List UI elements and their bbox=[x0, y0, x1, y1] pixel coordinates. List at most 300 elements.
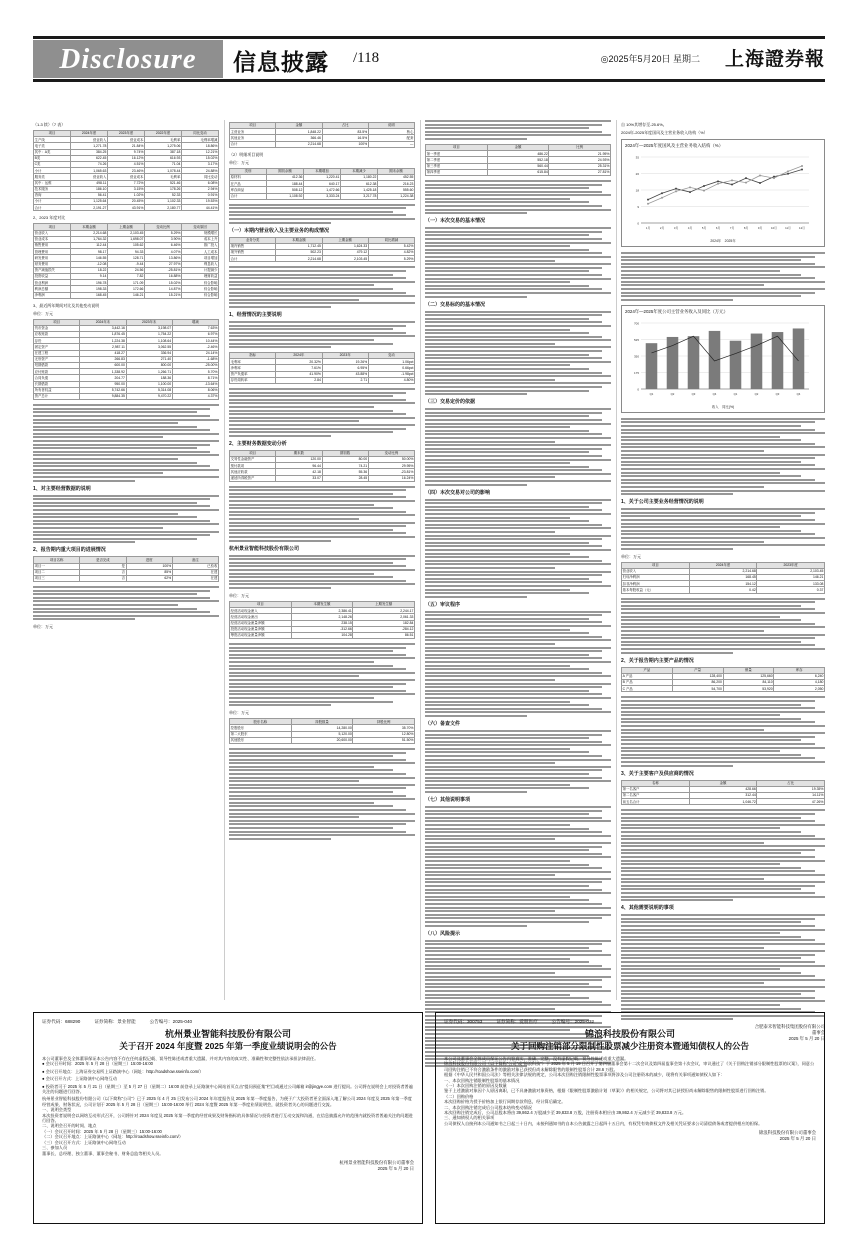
text-line bbox=[425, 592, 589, 594]
table-caption: 2024年-2025年度国风及主营业务收入结构（%） bbox=[621, 130, 708, 135]
text-line bbox=[621, 270, 780, 272]
data-table bbox=[621, 780, 825, 806]
text-line bbox=[621, 842, 764, 844]
table-cell: 100% bbox=[126, 563, 172, 569]
text-line bbox=[425, 777, 602, 779]
text-line bbox=[425, 917, 602, 919]
table-header-cell: 期初余额 bbox=[267, 168, 304, 174]
table-row bbox=[230, 377, 415, 383]
text-line bbox=[425, 907, 611, 909]
table-cell: 125,660 bbox=[723, 673, 774, 679]
text-line bbox=[621, 939, 815, 941]
text-line bbox=[621, 259, 801, 261]
text-line bbox=[425, 976, 611, 978]
table-cell: 186.10 bbox=[71, 186, 108, 192]
table-cell: 71.04 bbox=[145, 161, 182, 167]
text-line bbox=[229, 277, 406, 279]
text-line bbox=[621, 512, 815, 514]
masthead-paper-name: 上海證券報 bbox=[724, 48, 825, 70]
text-line bbox=[425, 639, 611, 641]
table-cell: B 产品 bbox=[622, 679, 673, 685]
svg-text:7月: 7月 bbox=[729, 226, 735, 230]
table-cell: 55.36 bbox=[322, 469, 368, 475]
text-line bbox=[229, 798, 415, 800]
table-cell: 毛利率 bbox=[145, 137, 182, 143]
text-line bbox=[621, 852, 801, 854]
table-cell: 384.25 bbox=[71, 149, 108, 155]
text-line bbox=[229, 555, 415, 557]
text-line bbox=[621, 616, 780, 618]
text-line bbox=[621, 256, 815, 258]
table-cell: 128.71 bbox=[108, 255, 145, 261]
text-line bbox=[425, 249, 589, 251]
table-cell: 12.80% bbox=[353, 731, 415, 737]
table-cell: 428.66 bbox=[689, 786, 757, 792]
text-line bbox=[621, 957, 801, 959]
text-line bbox=[425, 545, 602, 547]
table-header-cell: 是否完成 bbox=[80, 557, 126, 563]
table-cell: 560.44 bbox=[487, 163, 549, 169]
text-line bbox=[425, 553, 570, 555]
table-header-cell: 期末数 bbox=[276, 450, 322, 456]
svg-text:10月: 10月 bbox=[771, 226, 777, 230]
table-caption: （2）明细项目说明 bbox=[229, 151, 264, 157]
table-row bbox=[230, 256, 415, 262]
table-header-cell: 本期金额 bbox=[71, 224, 108, 230]
text-line bbox=[425, 675, 611, 677]
table-header-cell: 备注 bbox=[172, 557, 218, 563]
table-cell: 1,078.44 bbox=[145, 168, 182, 174]
table-cell: 8.06% bbox=[172, 387, 218, 393]
body-paragraph bbox=[425, 730, 611, 793]
text-line bbox=[621, 845, 825, 847]
text-line bbox=[425, 336, 602, 338]
table-cell: 508.12 bbox=[267, 187, 304, 193]
text-line bbox=[425, 321, 602, 323]
table-cell: 96.44 bbox=[276, 463, 322, 469]
text-line bbox=[621, 918, 815, 920]
table-cell: 6.95% bbox=[322, 365, 368, 371]
table-cell: 198.33 bbox=[71, 286, 108, 292]
text-line bbox=[425, 892, 611, 894]
table-cell: 0.66pct bbox=[368, 365, 414, 371]
table-cell: 营业收入 bbox=[71, 174, 108, 180]
text-line bbox=[229, 493, 393, 495]
text-line bbox=[621, 284, 764, 286]
text-line bbox=[229, 650, 393, 652]
table-cell: 16.24% bbox=[368, 475, 414, 481]
text-line bbox=[425, 459, 611, 461]
column-divider-2 bbox=[420, 120, 421, 1000]
svg-text:Q1: Q1 bbox=[733, 391, 738, 396]
text-line bbox=[425, 311, 611, 313]
text-line bbox=[229, 211, 393, 213]
table-cell: -284.12 bbox=[353, 626, 415, 632]
security-code: 公告编号：2025-032 bbox=[551, 1019, 595, 1024]
data-table bbox=[33, 130, 219, 211]
text-line bbox=[425, 672, 602, 674]
body-paragraph bbox=[621, 914, 825, 1020]
table-cell: 168.45 bbox=[689, 575, 757, 581]
text-line bbox=[425, 625, 611, 627]
text-line bbox=[425, 766, 611, 768]
text-line bbox=[425, 885, 589, 887]
text-line bbox=[621, 263, 815, 265]
table-cell: 56.41 bbox=[71, 192, 108, 198]
text-line bbox=[425, 856, 611, 858]
text-line bbox=[229, 805, 393, 807]
text-line bbox=[621, 277, 815, 279]
text-line bbox=[425, 484, 527, 486]
table-header-cell: 期初数 bbox=[322, 450, 368, 456]
text-line bbox=[425, 965, 602, 967]
security-code: 证券代码：688290 bbox=[42, 1019, 81, 1024]
text-line bbox=[229, 518, 359, 520]
table-header-cell: 2024年 bbox=[276, 353, 322, 359]
text-line bbox=[621, 523, 825, 525]
table-cell: 128,400 bbox=[672, 673, 723, 679]
table-cell: 28.45 bbox=[322, 475, 368, 481]
text-line bbox=[425, 954, 611, 956]
body-paragraph bbox=[229, 388, 415, 437]
table-header-cell: 库存 bbox=[774, 667, 825, 673]
table-header-cell: 增减 bbox=[172, 319, 218, 325]
table-cell: 货币资金 bbox=[34, 325, 80, 331]
table-cell: 15.02% bbox=[145, 280, 182, 286]
signature-line: 2025 年 5 月 20 日 bbox=[788, 1036, 825, 1042]
text-line bbox=[621, 892, 815, 894]
table-cell: 105.62 bbox=[108, 243, 145, 249]
announcement-bullet: ● 会议召开地点：上海证券交易所上证路演中心（网址：http://roadshow.sseinfo.com/） bbox=[42, 1068, 204, 1074]
text-line bbox=[229, 704, 331, 706]
text-line bbox=[425, 198, 570, 200]
table-cell: 短期借款 bbox=[34, 363, 80, 369]
text-line bbox=[621, 605, 801, 607]
text-line bbox=[425, 697, 611, 699]
text-line bbox=[425, 871, 611, 873]
text-line bbox=[425, 679, 555, 681]
table-cell: 15.21% bbox=[145, 292, 182, 298]
table-cell: 43.91% bbox=[108, 205, 145, 211]
table-cell: 171.09 bbox=[108, 280, 145, 286]
body-paragraph bbox=[425, 806, 611, 927]
text-line bbox=[229, 657, 415, 659]
text-line bbox=[425, 288, 602, 290]
table-cell: 2,214.68 bbox=[71, 230, 108, 236]
table-cell: 研发费用 bbox=[34, 255, 71, 261]
table-cell: 在产品 bbox=[230, 181, 267, 187]
announcement-signature bbox=[42, 1160, 414, 1172]
text-line bbox=[621, 711, 825, 713]
data-table bbox=[229, 352, 415, 384]
table-caption: 单位：万元 bbox=[33, 624, 53, 630]
table-cell: 27.81% bbox=[549, 169, 611, 175]
table-cell: 4.80% bbox=[368, 377, 414, 383]
text-line bbox=[425, 734, 602, 736]
text-line bbox=[425, 184, 602, 186]
table-cell: 29.95% bbox=[368, 463, 414, 469]
table-row bbox=[230, 632, 415, 638]
signature-line: 锦浪科技股份有限公司董事会 bbox=[758, 1130, 816, 1136]
text-line bbox=[425, 426, 570, 428]
section-heading: 1、对主要经营数据的说明 bbox=[33, 485, 91, 492]
table-cell: 16.12% bbox=[108, 155, 145, 161]
table-header-cell: 2023年末 bbox=[126, 319, 172, 325]
table-cell: 4.07% bbox=[145, 249, 182, 255]
table-row bbox=[622, 587, 825, 593]
text-line bbox=[425, 462, 570, 464]
text-line bbox=[621, 718, 801, 720]
table-cell: 418.27 bbox=[80, 350, 126, 356]
table-caption: 2、2023 年度对比 bbox=[33, 215, 66, 221]
table-cell: 1,876.45 bbox=[80, 332, 126, 338]
table-cell: -25.00% bbox=[172, 363, 218, 369]
body-paragraph bbox=[33, 495, 219, 544]
table-cell: 核心 bbox=[368, 129, 414, 135]
text-line bbox=[229, 292, 406, 294]
text-line bbox=[621, 486, 764, 488]
text-line bbox=[229, 580, 406, 582]
text-line bbox=[621, 457, 815, 459]
body-paragraph bbox=[229, 555, 415, 589]
text-line bbox=[425, 657, 602, 659]
text-line bbox=[621, 252, 825, 254]
table-cell: 552.18 bbox=[487, 157, 549, 163]
table-cell: 94.33 bbox=[108, 249, 145, 255]
text-line bbox=[425, 773, 589, 775]
text-line bbox=[425, 205, 602, 207]
text-line bbox=[621, 750, 780, 752]
text-line bbox=[229, 661, 374, 663]
text-line bbox=[425, 469, 602, 471]
text-line bbox=[425, 473, 611, 475]
data-table bbox=[229, 718, 415, 744]
text-line bbox=[425, 835, 611, 837]
text-line bbox=[425, 455, 602, 457]
text-line bbox=[425, 260, 555, 262]
table-cell: 递延所得税资产 bbox=[230, 475, 276, 481]
table-cell: 已验收 bbox=[172, 563, 218, 569]
table-cell: 266.83 bbox=[80, 356, 126, 362]
table-cell: 42.18 bbox=[276, 469, 322, 475]
table-cell: 否 bbox=[80, 575, 126, 581]
svg-text:3月: 3月 bbox=[673, 226, 679, 230]
table-cell: 1,472.66 bbox=[304, 187, 341, 193]
text-line bbox=[425, 332, 589, 334]
text-line bbox=[425, 131, 602, 133]
text-line bbox=[425, 820, 611, 822]
security-code: 公告编号：2025-040 bbox=[149, 1019, 193, 1024]
section-heading: （二）交易标的的基本情况 bbox=[425, 301, 486, 308]
text-line bbox=[33, 538, 197, 540]
text-line bbox=[425, 737, 589, 739]
text-line bbox=[425, 925, 527, 927]
text-line bbox=[229, 420, 359, 422]
table-cell: 112.44 bbox=[71, 243, 108, 249]
text-line bbox=[425, 346, 611, 348]
text-line bbox=[621, 436, 780, 438]
text-line bbox=[229, 424, 415, 426]
security-code-row bbox=[444, 1019, 816, 1025]
text-line bbox=[621, 475, 801, 477]
table-cell: 12.21% bbox=[182, 149, 219, 155]
table-cell: 44.41% bbox=[182, 205, 219, 211]
text-line bbox=[621, 975, 815, 977]
table-cell: 长期借款 bbox=[34, 381, 80, 387]
table-cell: 216.23 bbox=[378, 181, 415, 187]
text-line bbox=[621, 954, 815, 956]
text-line bbox=[621, 824, 825, 826]
text-line bbox=[229, 576, 393, 578]
announcement-paragraph: 本次回购价格为授予价格加上银行同期存款利息，经计算后确定。 bbox=[444, 1099, 566, 1105]
text-line bbox=[425, 350, 602, 352]
text-line bbox=[425, 986, 602, 988]
table-cell: 366.46 bbox=[276, 135, 322, 141]
table-header-cell: 本期发生额 bbox=[291, 601, 353, 607]
table-cell: 4.37% bbox=[172, 393, 218, 399]
announcement-paragraph: 二、说明会召开的时间、地点 bbox=[42, 1123, 97, 1129]
svg-text:Q2: Q2 bbox=[754, 391, 759, 396]
table-cell: 综合影响 bbox=[182, 292, 219, 298]
table-cell: 3.90% bbox=[145, 236, 182, 242]
table-cell: 2.71 bbox=[322, 377, 368, 383]
table-cell: 146.21 bbox=[757, 575, 825, 581]
table-cell: 项目三 bbox=[34, 575, 80, 581]
text-line bbox=[229, 565, 406, 567]
text-line bbox=[33, 422, 178, 424]
body-paragraph bbox=[621, 809, 825, 901]
table-header-cell: 2024年度 bbox=[71, 131, 108, 137]
text-line bbox=[425, 419, 602, 421]
section-heading: 杭州景业智能科技股份有限公司 bbox=[229, 545, 300, 552]
text-line bbox=[621, 461, 801, 463]
text-line bbox=[621, 612, 825, 614]
table-cell: 640.17 bbox=[304, 181, 341, 187]
announcement-paragraph: 鉴于上述激励对象因个人原因离职，已不具备激励对象资格，根据《限制性股票激励计划（草案）》的相关规定，公司将对其已获授但尚未解除限售的限制性股票进行回购注销。 bbox=[444, 1088, 769, 1094]
text-line bbox=[425, 245, 570, 247]
table-cell: 固定资产 bbox=[34, 344, 80, 350]
text-line bbox=[425, 274, 602, 276]
text-line bbox=[425, 650, 602, 652]
text-line bbox=[621, 986, 825, 988]
text-line bbox=[229, 795, 406, 797]
text-line bbox=[621, 982, 764, 984]
body-paragraph bbox=[425, 120, 611, 140]
text-line bbox=[425, 574, 602, 576]
table-cell: 前五名合计 bbox=[622, 799, 690, 805]
table-cell: 20,600.00 bbox=[291, 737, 353, 743]
text-line bbox=[425, 354, 589, 356]
table-cell: 47.26% bbox=[757, 799, 825, 805]
table-cell: 13.86% bbox=[145, 255, 182, 261]
text-line bbox=[621, 867, 801, 869]
table-header-cell: 同比增减 bbox=[368, 237, 414, 243]
table-header-cell: 2023年度 bbox=[108, 131, 145, 137]
table-row bbox=[230, 193, 415, 199]
table-header-cell: 项目名称 bbox=[34, 557, 80, 563]
text-line bbox=[33, 433, 219, 435]
table-cell: 312.44 bbox=[689, 792, 757, 798]
text-line bbox=[425, 256, 611, 258]
text-line bbox=[425, 690, 589, 692]
text-line bbox=[229, 302, 415, 304]
table-header-cell: 名称 bbox=[622, 780, 690, 786]
text-line bbox=[425, 853, 602, 855]
table-cell: 616.93 bbox=[145, 155, 182, 161]
text-line bbox=[229, 540, 331, 542]
text-line bbox=[425, 127, 589, 129]
text-line bbox=[425, 968, 611, 970]
data-table bbox=[621, 562, 825, 594]
signature-line: 2025 年 5 月 20 日 bbox=[377, 1165, 414, 1171]
text-line bbox=[33, 458, 178, 460]
text-line bbox=[33, 608, 197, 610]
table-cell: -2.46% bbox=[172, 344, 218, 350]
body-paragraph bbox=[621, 598, 825, 654]
table-cell: 利息收入 bbox=[182, 261, 219, 267]
text-line bbox=[425, 433, 602, 435]
text-line bbox=[621, 1000, 825, 1002]
text-line bbox=[425, 278, 611, 280]
text-line bbox=[425, 212, 527, 214]
table-cell: 经营活动现金流入 bbox=[230, 608, 292, 614]
text-line bbox=[621, 450, 764, 452]
text-line bbox=[425, 874, 555, 876]
text-line bbox=[33, 516, 197, 518]
text-line bbox=[621, 533, 815, 535]
text-line bbox=[425, 947, 589, 949]
text-line bbox=[621, 601, 815, 603]
table-cell: 所有者权益 bbox=[34, 387, 80, 393]
table-cell: 3,198.07 bbox=[126, 325, 172, 331]
table-cell: 83.5% bbox=[322, 129, 368, 135]
table-header-cell: 上期发生额 bbox=[353, 601, 415, 607]
masthead-page-number: /118 bbox=[353, 50, 380, 66]
announcement-company-name: 杭州景业智能科技股份有限公司 bbox=[164, 1029, 291, 1039]
table-cell: 387.18 bbox=[145, 149, 182, 155]
text-line bbox=[425, 704, 589, 706]
text-line bbox=[229, 399, 406, 401]
table-cell: 0.91% bbox=[182, 192, 219, 198]
table-row bbox=[622, 799, 825, 805]
text-line bbox=[425, 997, 589, 999]
text-line bbox=[621, 968, 780, 970]
table-cell: 10.44% bbox=[172, 338, 218, 344]
table-cell: 综合影响 bbox=[182, 286, 219, 292]
text-line bbox=[621, 482, 825, 484]
text-line bbox=[229, 270, 406, 272]
text-line bbox=[425, 134, 611, 136]
text-line bbox=[621, 472, 780, 474]
text-line bbox=[621, 979, 825, 981]
text-line bbox=[621, 878, 764, 880]
table-cell: 1,754.22 bbox=[126, 332, 172, 338]
section-heading: （七）其他说明事项 bbox=[425, 797, 471, 803]
body-paragraph bbox=[33, 586, 219, 620]
table-cell: 在建 bbox=[172, 569, 218, 575]
table-cell: 5.29% bbox=[368, 256, 414, 262]
text-line bbox=[229, 266, 415, 268]
text-line bbox=[621, 530, 801, 532]
text-line bbox=[621, 827, 780, 829]
text-line bbox=[33, 429, 210, 431]
table-cell: 86,200 bbox=[672, 679, 723, 685]
table-header-cell: 产量 bbox=[672, 667, 723, 673]
text-line bbox=[621, 519, 815, 521]
text-line bbox=[425, 867, 602, 869]
body-paragraph bbox=[425, 227, 611, 297]
text-line bbox=[425, 708, 602, 710]
